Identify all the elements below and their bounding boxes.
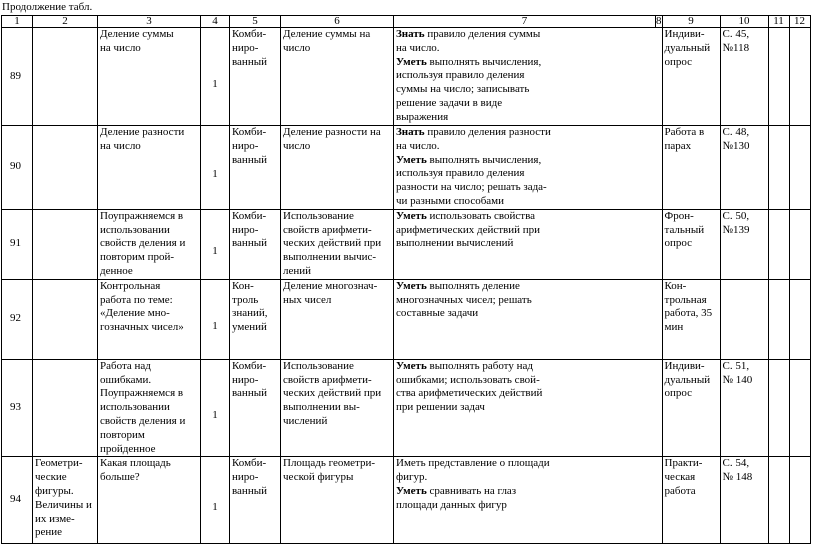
control-type (662, 28, 720, 126)
page-reference (720, 279, 768, 359)
requirement-line (396, 210, 660, 224)
type-line: ниро- (232, 41, 259, 54)
requirement-line (396, 485, 660, 499)
table-row (2, 28, 811, 126)
header-cell: 11 (768, 16, 789, 28)
lesson-number: 92 (2, 279, 33, 359)
type-line: Комби- (232, 457, 267, 470)
requirements-cell (394, 28, 663, 126)
header-cell: 4 (201, 16, 230, 28)
control-line: дуальный (664, 373, 711, 386)
empty-cell (768, 126, 789, 210)
elements-line: Деление многознач- (283, 279, 378, 292)
requirement-line (396, 97, 660, 111)
page-line: С. 54, (722, 457, 750, 470)
control-line: Кон- (664, 279, 687, 292)
requirement-text: выполнять деление (426, 279, 520, 292)
requirement-line (396, 195, 660, 209)
topic-line: пройденное (100, 442, 156, 455)
requirement-line (396, 111, 660, 125)
type-line: ниро- (232, 223, 259, 236)
topic-line: Работа над (100, 359, 151, 372)
control-line: тальный (664, 223, 705, 236)
requirement-line (396, 499, 660, 513)
page-line: №118 (722, 41, 750, 54)
requirement-line (396, 280, 660, 294)
requirement-text: используя правило деления (396, 69, 525, 82)
type-line: ниро- (232, 471, 259, 484)
requirement-text: составные задачи (396, 307, 479, 320)
requirement-text: решение задачи в виде (396, 96, 503, 109)
topic-line: на число (100, 139, 141, 152)
lesson-number: 89 (2, 28, 33, 126)
requirement-line (396, 224, 660, 238)
control-line: трольная (664, 293, 707, 306)
topic-line: «Деление мно- (100, 307, 170, 320)
section-cell (33, 359, 98, 457)
page-line: С. 45, (722, 28, 750, 40)
lesson-number: 90 (2, 126, 33, 210)
requirement-text: суммы на число; записывать (396, 83, 530, 96)
topic-line: Контрольная (100, 279, 161, 292)
page-line: С. 50, (722, 209, 750, 222)
lesson-topic (98, 359, 201, 457)
empty-cell (768, 279, 789, 359)
requirements-cell (394, 209, 663, 279)
header-cell: 12 (789, 16, 810, 28)
requirement-text: выполнять работу над (426, 359, 533, 372)
requirement-text: используя правило деления (396, 167, 525, 180)
elements-line: Площадь геометри- (283, 457, 376, 470)
requirement-keyword: Знать (396, 126, 425, 138)
control-type (662, 209, 720, 279)
topic-line: Какая площадь (100, 457, 171, 470)
requirement-keyword: Уметь (396, 209, 427, 222)
header-cell: 5 (230, 16, 281, 28)
control-type (662, 279, 720, 359)
hours-value: 1 (212, 501, 218, 514)
requirements-cell (394, 359, 663, 457)
requirement-line (396, 42, 660, 56)
lesson-type (230, 126, 281, 210)
hours-cell (201, 359, 230, 457)
topic-line: использовании (100, 223, 170, 236)
page-line: С. 51, (722, 359, 750, 372)
requirement-text: использовать свойства (426, 209, 536, 222)
empty-cell (789, 457, 810, 544)
requirement-text: разности на число; решать зада- (396, 181, 547, 194)
topic-line: свойств деления и (100, 237, 186, 250)
control-line: опрос (664, 55, 693, 68)
elements-line: число (283, 41, 311, 54)
empty-cell (789, 126, 810, 210)
table-row (2, 359, 811, 457)
type-line: Комби- (232, 126, 267, 138)
requirement-line (396, 401, 660, 415)
hours-cell (201, 126, 230, 210)
lesson-type (230, 457, 281, 544)
header-cell: 2 (33, 16, 98, 28)
requirement-line (396, 126, 660, 140)
requirement-line (396, 140, 660, 154)
elements-line: ческих действий при (283, 387, 382, 400)
topic-line: Деление разности (100, 126, 185, 138)
type-line: ванный (232, 387, 267, 400)
topic-line: повторим (100, 428, 145, 441)
page-reference (720, 457, 768, 544)
empty-cell (768, 28, 789, 126)
hours-value: 1 (212, 77, 218, 90)
header-cell: 9 (662, 16, 720, 28)
hours-value: 1 (212, 320, 218, 333)
requirement-text: выражения (396, 110, 449, 123)
lesson-number: 93 (2, 359, 33, 457)
control-line: работа, 35 (664, 307, 713, 320)
requirement-keyword: Уметь (396, 279, 427, 292)
elements-line: выполнении вычис- (283, 251, 377, 264)
page-reference (720, 126, 768, 210)
hours-cell (201, 28, 230, 126)
section-line: Величины и (35, 498, 92, 511)
type-line: Комби- (232, 359, 267, 372)
page-reference (720, 28, 768, 126)
lesson-topic (98, 28, 201, 126)
requirements-cell (394, 457, 663, 544)
topic-line: гозначных чисел» (100, 321, 184, 334)
empty-cell (789, 28, 810, 126)
lesson-type (230, 209, 281, 279)
requirement-text: выполнять вычисления, (426, 153, 542, 166)
page-reference (720, 359, 768, 457)
elements-line: Использование (283, 209, 354, 222)
requirement-line (396, 167, 660, 181)
requirement-text: правило деления суммы (424, 28, 541, 40)
requirement-line (396, 457, 660, 471)
control-line: парах (664, 139, 692, 152)
content-elements (281, 279, 394, 359)
elements-line: Использование (283, 359, 354, 372)
requirement-keyword: Уметь (396, 55, 427, 68)
requirement-text: выполнении вычислений (396, 237, 514, 250)
requirement-line (396, 28, 660, 42)
section-line: фигуры. (35, 484, 74, 497)
requirement-text: фигур. (396, 471, 428, 484)
empty-cell (768, 359, 789, 457)
page-line: №139 (722, 223, 750, 236)
section-cell (33, 126, 98, 210)
control-line: работа (664, 484, 696, 497)
topic-line: денное (100, 264, 133, 277)
hours-value: 1 (212, 409, 218, 422)
table-row (2, 126, 811, 210)
header-row (2, 16, 811, 28)
empty-cell (768, 457, 789, 544)
control-line: Практи- (664, 457, 703, 470)
lesson-type (230, 359, 281, 457)
requirement-line (396, 56, 660, 70)
requirement-line (396, 69, 660, 83)
section-line: их изме- (35, 512, 75, 525)
table-row (2, 209, 811, 279)
requirement-text: сравнивать на глаз (426, 484, 517, 497)
section-line: ческие (35, 471, 67, 484)
control-line: ческая (664, 471, 696, 484)
requirements-cell (394, 279, 663, 359)
topic-line: повторим прой- (100, 251, 175, 264)
requirement-text: ства арифметических действий (396, 387, 543, 400)
elements-line: свойств арифмети- (283, 223, 372, 236)
hours-cell (201, 279, 230, 359)
elements-line: свойств арифмети- (283, 373, 372, 386)
table-row (2, 457, 811, 544)
elements-line: выполнении вы- (283, 401, 360, 414)
section-cell (33, 209, 98, 279)
header-cell: 1 (2, 16, 33, 28)
type-line: Кон- (232, 279, 254, 292)
header-cell: 7 (394, 16, 656, 28)
requirement-line (396, 294, 660, 308)
type-line: троль (232, 293, 259, 306)
section-cell (33, 28, 98, 126)
type-line: ванный (232, 237, 267, 250)
header-cell: 10 (720, 16, 768, 28)
header-cell: 8 (656, 15, 662, 27)
type-line: умений (232, 321, 267, 334)
control-line: мин (664, 321, 684, 334)
lesson-number: 94 (2, 457, 33, 544)
elements-line: Деление суммы на (283, 28, 371, 40)
elements-line: число (283, 139, 311, 152)
requirement-text: выполнять вычисления, (426, 55, 542, 68)
elements-line: ных чисел (283, 293, 332, 306)
header-cell: 6 (281, 16, 394, 28)
requirement-line (396, 83, 660, 97)
section-cell (33, 279, 98, 359)
requirement-text: Иметь представление о площади (396, 457, 550, 470)
lesson-topic (98, 209, 201, 279)
topic-line: Поупражняемся в (100, 209, 184, 222)
control-type (662, 126, 720, 210)
type-line: Комби- (232, 28, 267, 40)
control-line: Индиви- (664, 359, 705, 372)
requirement-keyword: Уметь (396, 484, 427, 497)
lesson-number: 91 (2, 209, 33, 279)
lesson-topic (98, 279, 201, 359)
hours-value: 1 (212, 168, 218, 181)
topic-line: на число (100, 41, 141, 54)
elements-line: Деление разности на (283, 126, 381, 138)
content-elements (281, 126, 394, 210)
lesson-type (230, 279, 281, 359)
page-line: №130 (722, 139, 750, 152)
control-line: Индиви- (664, 28, 705, 40)
empty-cell (768, 209, 789, 279)
lesson-type (230, 28, 281, 126)
section-line: Геометри- (35, 457, 83, 470)
type-line: ванный (232, 484, 267, 497)
elements-line: ческой фигуры (283, 471, 354, 484)
topic-line: работа по теме: (100, 293, 173, 306)
control-type (662, 359, 720, 457)
content-elements (281, 209, 394, 279)
topic-line: Поупражняемся в (100, 387, 184, 400)
topic-line: свойств деления и (100, 414, 186, 427)
requirement-text: площади данных фигур (396, 498, 507, 511)
lesson-topic (98, 126, 201, 210)
elements-line: числений (283, 414, 328, 427)
header-cell: 3 (98, 16, 201, 28)
type-line: ванный (232, 153, 267, 166)
requirement-text: правило деления разности (424, 126, 551, 138)
control-line: опрос (664, 237, 693, 250)
requirement-line (396, 181, 660, 195)
page-line: № 140 (722, 373, 753, 386)
table-caption: Продолжение табл. (2, 1, 93, 13)
requirement-keyword: Уметь (396, 153, 427, 166)
page-line: С. 48, (722, 126, 750, 138)
requirement-text: на число. (396, 139, 440, 152)
hours-cell (201, 209, 230, 279)
content-elements (281, 28, 394, 126)
elements-line: ческих действий при (283, 237, 382, 250)
page-line: № 148 (722, 471, 753, 484)
topic-line: больше? (100, 471, 140, 484)
requirement-text: арифметических действий при (396, 223, 541, 236)
elements-line: лений (283, 264, 312, 277)
type-line: ванный (232, 55, 267, 68)
type-line: Комби- (232, 209, 267, 222)
type-line: ниро- (232, 139, 259, 152)
control-line: дуальный (664, 41, 711, 54)
requirement-keyword: Уметь (396, 359, 427, 372)
requirement-text: чи разными способами (396, 194, 505, 207)
control-line: Фрон- (664, 209, 694, 222)
type-line: знаний, (232, 307, 268, 320)
requirement-text: на число. (396, 41, 440, 54)
lesson-plan-table (1, 15, 811, 544)
empty-cell (789, 359, 810, 457)
requirement-line (396, 360, 660, 374)
control-type (662, 457, 720, 544)
empty-cell (789, 279, 810, 359)
requirements-cell (394, 126, 663, 210)
requirement-text: ошибками; использовать свой- (396, 373, 540, 386)
requirement-line (396, 154, 660, 168)
requirement-text: при решении задач (396, 401, 485, 414)
requirement-line (396, 374, 660, 388)
type-line: ниро- (232, 373, 259, 386)
requirement-line (396, 307, 660, 321)
topic-line: Деление суммы (100, 28, 174, 40)
content-elements (281, 359, 394, 457)
requirement-line (396, 471, 660, 485)
topic-line: ошибками. (100, 373, 152, 386)
requirement-text: многозначных чисел; решать (396, 293, 532, 306)
page-reference (720, 209, 768, 279)
lesson-topic (98, 457, 201, 544)
requirement-keyword: Знать (396, 28, 425, 40)
requirement-line (396, 387, 660, 401)
section-cell (33, 457, 98, 544)
hours-value: 1 (212, 245, 218, 258)
hours-cell (201, 457, 230, 544)
empty-cell (789, 209, 810, 279)
control-line: Работа в (664, 126, 705, 138)
section-line: рение (35, 526, 63, 539)
topic-line: использовании (100, 401, 170, 414)
content-elements (281, 457, 394, 544)
control-line: опрос (664, 387, 693, 400)
requirement-line (396, 237, 660, 251)
table-row (2, 279, 811, 359)
